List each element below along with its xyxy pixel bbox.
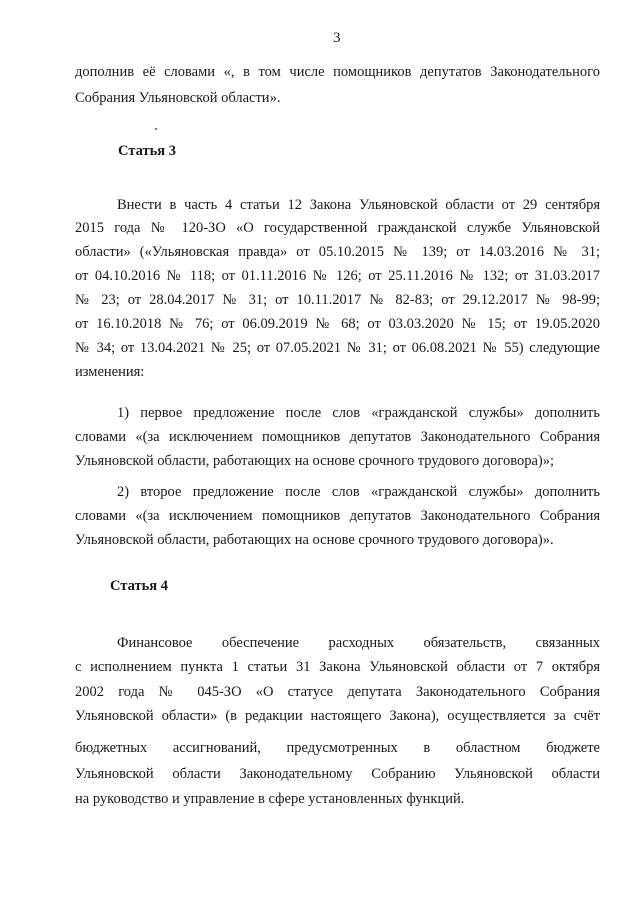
article-4-line-6: Ульяновской области Законодательному Собранию Ульяновской области bbox=[75, 766, 600, 782]
article-4-line-1: Финансовое обеспечение расходных обязательств, связанных bbox=[117, 635, 600, 651]
article-3-line-7: № 34; от 13.04.2021 № 25; от 07.05.2021 № 31; от 06.08.2021 № 55) следующие bbox=[75, 340, 600, 356]
article-4-line-5: бюджетных ассигнований, предусмотренных в областном бюджете bbox=[75, 740, 600, 756]
article-3-item-2-line-2: словами «(за исключением помощников депутатов Законодательного Собрания bbox=[75, 508, 600, 524]
article-3-line-1: Внести в часть 4 статьи 12 Закона Ульяновской области от 29 сентября bbox=[117, 197, 600, 213]
article-4-line-3: 2002 года № 045-ЗО «О статусе депутата Законодательного Собрания bbox=[75, 684, 600, 700]
article-3-item-1-line-2: словами «(за исключением помощников депутатов Законодательного Собрания bbox=[75, 429, 600, 445]
article-4-line-2: с исполнением пункта 1 статьи 31 Закона Ульяновской области от 7 октября bbox=[75, 659, 600, 675]
article-3-heading: Статья 3 bbox=[118, 143, 176, 159]
intro-line-1: дополнив её словами «, в том числе помощников депутатов Законодательного bbox=[75, 64, 600, 80]
article-3-line-8: изменения: bbox=[75, 364, 145, 380]
article-4-line-7: на руководство и управление в сфере установленных функций. bbox=[75, 791, 465, 807]
article-4-line-4: Ульяновской области» (в редакции настоящего Закона), осуществляется за счёт bbox=[75, 708, 600, 724]
article-3-line-4: от 04.10.2016 № 118; от 01.11.2016 № 126; от 25.11.2016 № 132; от 31.03.2017 bbox=[75, 268, 600, 284]
article-4-heading: Статья 4 bbox=[110, 578, 168, 594]
intro-line-2: Собрания Ульяновской области». bbox=[75, 90, 281, 106]
article-3-line-2: 2015 года № 120-ЗО «О государственной гражданской службе Ульяновской bbox=[75, 220, 600, 236]
article-3-line-3: области» («Ульяновская правда» от 05.10.2015 № 139; от 14.03.2016 № 31; bbox=[75, 244, 600, 260]
scan-speck bbox=[155, 128, 157, 130]
article-3-item-1-line-1: 1) первое предложение после слов «гражданской службы» дополнить bbox=[117, 405, 600, 421]
article-3-item-2-line-1: 2) второе предложение после слов «гражданской службы» дополнить bbox=[117, 484, 600, 500]
page-number: 3 bbox=[333, 30, 341, 46]
article-3-item-1-line-3: Ульяновской области, работающих на основе срочного трудового договора)»; bbox=[75, 453, 554, 469]
article-3-line-6: от 16.10.2018 № 76; от 06.09.2019 № 68; от 03.03.2020 № 15; от 19.05.2020 bbox=[75, 316, 600, 332]
article-3-line-5: № 23; от 28.04.2017 № 31; от 10.11.2017 № 82-83; от 29.12.2017 № 98-99; bbox=[75, 292, 600, 308]
article-3-item-2-line-3: Ульяновской области, работающих на основе срочного трудового договора)». bbox=[75, 532, 554, 548]
